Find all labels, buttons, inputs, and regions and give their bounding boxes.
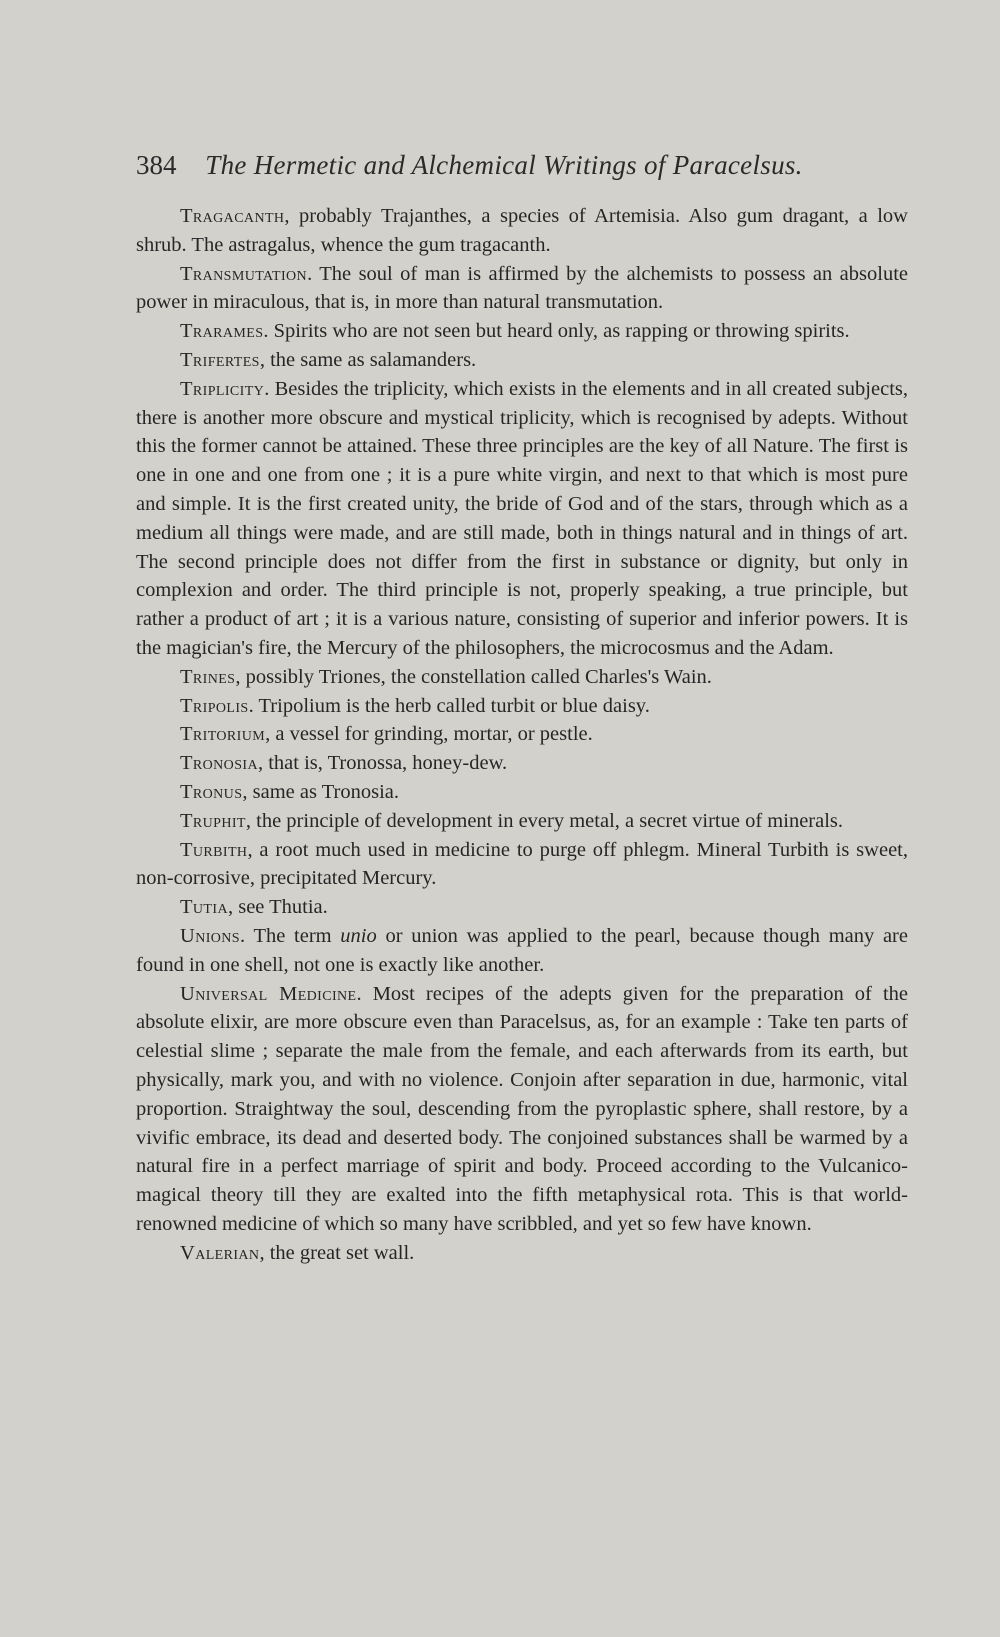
entry-term: Valerian [180,1241,260,1264]
entry-text: , the same as salamanders. [259,348,477,371]
entry-term: Unions [180,924,240,947]
glossary-entry [136,749,908,778]
glossary-entry [136,807,908,836]
glossary-entry [136,346,908,375]
entry-term: Trines [180,665,236,688]
page-number: 384 [136,150,177,180]
entry-term: Tutia [180,896,228,919]
entry-term: Triplicity [180,377,265,400]
entry-term: Tragacanth [180,205,285,227]
entry-text: , see Thutia. [227,896,328,919]
entry-text: . The term [239,924,341,947]
glossary-entry [136,317,908,346]
entry-term: Tripolis [180,694,249,717]
entry-text: , a vessel for grinding, mortar, or pestle. [265,723,593,746]
glossary-entry [136,260,908,318]
entry-text: , that is, Tronossa, honey-dew. [257,752,508,775]
entry-term: Universal Medicine [180,982,357,1005]
page-header [136,150,916,181]
entry-text: . Besides the triplicity, which exists in the elements and in all created subjects, there is another more obscure and mystical triplicity, which is recognised by adepts. Without this the former cannot be attained. These three principles are the key of all Nature. The first is one in one and one from one ; it is a pure white virgin, and next to that which is most pure and simple. It is the first created unity, the bride of God and of the stars, through which as a medium all things were made, and are still made, both in things natural and in things of art. The second principle does not differ from the first in substance or dignity, but only in complexion and order. The third principle is not, properly speaking, a true principle, but rather a product of art ; it is a various nature, consisting of superior and inferior powers. It is the magician's fire, the Mercury of the philosophers, the microcosmus and the Adam. [136,377,908,659]
entry-text: , same as Tronosia. [242,780,399,803]
entry-term: Tronosia [180,752,258,775]
glossary-body [136,202,908,1267]
entry-text: . The soul of man is affirmed by the alchemists to possess an absolute power in miraculous, that is, in more than natural transmutation. [136,262,908,314]
entry-italic-term: unio [340,924,377,947]
glossary-entry [136,980,908,1239]
entry-term: Trarames [180,320,264,343]
glossary-entry [136,202,908,260]
entry-term: Turbith [180,838,248,861]
glossary-entry [136,720,908,749]
entry-text: , probably Trajanthes, a species of Artemisia. Also gum dragant, a low shrub. The astragalus, whence the gum tragacanth. [136,205,908,256]
entry-text: . Tripolium is the herb called turbit or blue daisy. [248,694,650,717]
glossary-entry [136,375,908,663]
entry-text: or union was applied to the pearl, because though many are found in one shell, not one is exactly like another. [136,924,908,976]
glossary-entry [136,836,908,894]
entry-term: Trifertes [180,348,260,371]
glossary-entry [136,922,908,980]
glossary-entry [136,893,908,922]
glossary-entry [136,692,908,721]
entry-term: Tronus [180,780,243,803]
entry-text: . Spirits who are not seen but heard only, as rapping or throwing spirits. [263,320,850,343]
entry-term: Tritorium [180,723,266,746]
glossary-entry [136,1239,908,1268]
entry-text: , possibly Triones, the constellation called Charles's Wain. [235,665,712,688]
entry-term: Transmutation [180,262,308,285]
glossary-entry [136,778,908,807]
entry-term: Truphit [180,809,246,832]
glossary-entry [136,663,908,692]
entry-text: , a root much used in medicine to purge off phlegm. Mineral Turbith is sweet, non-corrosive, precipitated Mercury. [136,838,908,890]
entry-text: , the great set wall. [259,1241,415,1264]
entry-text: . Most recipes of the adepts given for the preparation of the absolute elixir, are more obscure even than Paracelsus, as, for an example : Take ten parts of celestial slime ; separate the male from the female, and each afterwards from its earth, but physically, mark you, and with no violence. Conjoin after separation in due, harmonic, vital proportion. Straightway the soul, descending from the pyroplastic sphere, shall restore, by a vivific embrace, its dead and deserted body. The conjoined substances shall be warmed by a natural fire in a perfect marriage of spirit and body. Proceed according to the Vulcanico-magical theory till they are exalted into the fifth metaphysical rota. This is that world-renowned medicine of which so many have scribbled, and yet so few have known. [136,982,908,1235]
entry-text: , the principle of development in every metal, a secret virtue of minerals. [245,809,844,832]
running-title: The Hermetic and Alchemical Writings of Paracelsus. [205,150,803,180]
